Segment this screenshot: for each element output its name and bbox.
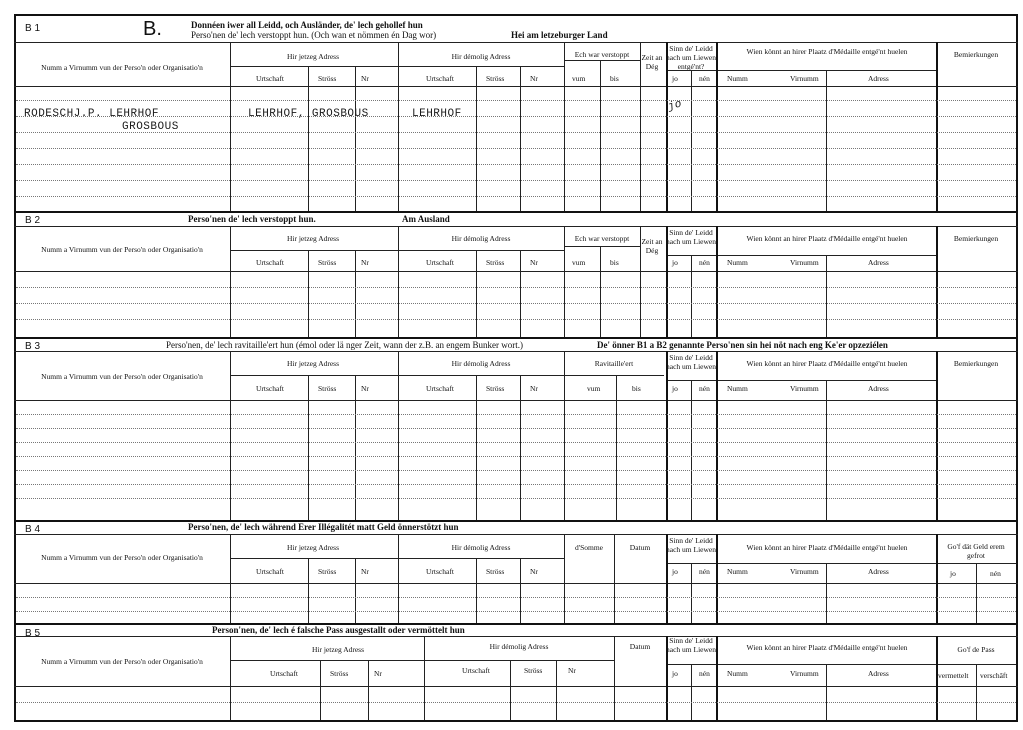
column-line (614, 636, 615, 720)
col-header-yes: jo (672, 669, 678, 678)
entry-name-line2: GROSBOUS (122, 121, 179, 133)
col-header-medal: Wien könnt an hirer Plaatz d'Médaille entgé'nt huelen (746, 359, 908, 368)
col-header-sum: d'Somme (574, 543, 604, 552)
column-line (666, 351, 668, 520)
column-line (230, 351, 231, 520)
col-header-name: Numm a Virnumm vun der Perso'n oder Organisatio'n (41, 553, 203, 562)
header-top-line (14, 42, 1018, 43)
sub-header-line (230, 558, 564, 559)
section-id: B 3 (25, 341, 41, 352)
col-header-medal-address: Adress (868, 258, 889, 267)
section-top-line (14, 623, 1018, 625)
col-header-locality: Urtschaft (426, 74, 454, 83)
column-line (691, 255, 692, 337)
col-header-medal-name: Numm (727, 74, 748, 83)
col-header-medal-address: Adress (868, 669, 889, 678)
col-header-locality: Urtschaft (256, 258, 284, 267)
sub-header-line (230, 250, 564, 251)
column-line (355, 250, 356, 337)
section-title: Perso'nen, de' lech ravitaille'ert hun (émol oder lä nger Zeit, wann der z.B. an engem Bunker wort.) (166, 340, 523, 350)
column-line (600, 60, 601, 211)
col-header-time: Zeit an Dég (641, 53, 663, 71)
column-line (308, 66, 309, 211)
column-line (556, 660, 557, 720)
col-header-medal-first: Virnumm (790, 669, 819, 678)
entry-row-line (16, 319, 1016, 320)
col-header-date: Datum (629, 642, 651, 651)
column-line (368, 660, 369, 720)
column-line (826, 70, 827, 211)
column-line (424, 636, 425, 720)
entry-row-line (16, 611, 1016, 612)
column-line (355, 558, 356, 623)
column-line (564, 534, 565, 623)
column-line (230, 636, 231, 720)
col-header-hidden: Ech war verstoppt (574, 50, 630, 59)
column-line (520, 558, 521, 623)
column-line (936, 636, 938, 720)
col-header-locality: Urtschaft (426, 384, 454, 393)
frame-left (14, 14, 16, 720)
entry-row-line (16, 132, 1016, 133)
entry-former-address: LEHRHOF (412, 108, 462, 120)
col-header-remarks: Bemierkungen (953, 234, 999, 243)
col-header-name: Numm a Virnumm vun der Perso'n oder Organisatio'n (41, 657, 203, 666)
col-header-locality: Urtschaft (426, 258, 454, 267)
col-header-street: Ströss (486, 384, 505, 393)
entry-row-line (16, 148, 1016, 149)
col-header-current-address: Hir jetzeg Adress (286, 234, 340, 243)
column-line (936, 534, 938, 623)
column-line (691, 563, 692, 623)
col-header-medal-first: Virnumm (790, 74, 819, 83)
header-bottom-line (14, 400, 1018, 401)
entry-row-line (16, 164, 1016, 165)
section-title-extra: Am Ausland (402, 214, 450, 224)
col-header-number: Nr (361, 258, 369, 267)
col-header-danger: Sinn de' Leidd nach um Liewen (666, 636, 716, 654)
col-header-former-address: Hir démolig Adress (489, 642, 549, 651)
col-header-no2: nén (990, 569, 1001, 578)
column-line (640, 42, 641, 211)
col-header-former-address: Hir démolig Adress (451, 359, 511, 368)
col-header-danger: Sinn de' Leidd nach um Liewen (666, 536, 716, 554)
column-line (716, 534, 718, 623)
col-header-medal-address: Adress (868, 567, 889, 576)
col-header-street: Ströss (486, 567, 505, 576)
col-header-street: Ströss (524, 666, 543, 675)
col-header-pass: Go'f de Pass (957, 645, 995, 654)
section-title: Perso'nen, de' lech während Erer Illégalitét matt Geld önnerstötzt hun (188, 522, 459, 532)
entry-row-line (16, 116, 1016, 117)
header-bottom-line (14, 583, 1018, 584)
column-line (936, 351, 938, 520)
column-line (666, 42, 668, 211)
col-header-locality: Urtschaft (256, 384, 284, 393)
col-header-date: Datum (629, 543, 651, 552)
frame-bottom (14, 720, 1018, 722)
col-header-current-address: Hir jetzeg Adress (286, 52, 340, 61)
column-line (716, 42, 718, 211)
column-line (976, 563, 977, 623)
col-header-name: Numm a Virnumm vun der Perso'n oder Organisatio'n (41, 245, 203, 254)
col-header-number: Nr (568, 666, 576, 675)
entry-name: RODESCHJ.P. LEHRHOF (24, 108, 159, 120)
header-top-line (14, 351, 1018, 352)
header-bottom-line (14, 86, 1018, 87)
entry-row-line (16, 442, 1016, 443)
col-header-medal-address: Adress (868, 74, 889, 83)
column-line (476, 250, 477, 337)
column-line (230, 42, 231, 211)
section-top-line (14, 211, 1018, 213)
section-id: B 2 (25, 215, 41, 226)
column-line (510, 660, 511, 720)
col-header-no: nén (699, 258, 710, 267)
column-line (230, 226, 231, 337)
col-header-money-back: Go'f dät Geld erem gefrot (947, 542, 1005, 560)
col-header-medal: Wien könnt an hirer Plaatz d'Médaille entgé'nt huelen (746, 643, 908, 652)
form-letter: B. (143, 18, 162, 40)
col-header-medal-first: Virnumm (790, 567, 819, 576)
column-line (398, 351, 399, 520)
column-line (564, 226, 565, 337)
column-line (398, 534, 399, 623)
column-line (476, 66, 477, 211)
entry-row-line (16, 428, 1016, 429)
section-id: B 5 (25, 628, 41, 639)
col-header-until: bis (610, 74, 619, 83)
col-header-until: bis (610, 258, 619, 267)
column-line (564, 351, 565, 520)
entry-row-line (16, 180, 1016, 181)
column-line (600, 246, 601, 337)
entry-row-line (16, 470, 1016, 471)
col-header-medal-name: Numm (727, 567, 748, 576)
col-header-pass-issued: vermettelt (938, 671, 969, 680)
column-line (976, 664, 977, 720)
sub-header-line (230, 375, 664, 376)
entry-row-line (16, 702, 1016, 703)
col-header-supplied: Ravitaille'ert (594, 359, 634, 368)
col-header-number: Nr (530, 74, 538, 83)
col-header-remarks: Bemierkungen (953, 359, 999, 368)
column-line (691, 380, 692, 520)
col-header-until: bis (632, 384, 641, 393)
column-line (716, 351, 718, 520)
header-bottom-line (14, 686, 1018, 687)
column-line (666, 226, 668, 337)
column-line (308, 250, 309, 337)
sub-header-line (564, 60, 640, 61)
column-line (691, 70, 692, 211)
section-title-line2: Perso'nen de' lech verstoppt hun. (Och wan et nömmen én Dag wor) (191, 30, 437, 40)
col-header-hidden: Ech war verstoppt (574, 234, 630, 243)
col-header-yes: jo (672, 258, 678, 267)
col-header-name: Numm a Virnumm vun der Perso'n oder Organisatio'n (41, 372, 203, 381)
col-header-from: vum (587, 384, 601, 393)
entry-row-line (16, 597, 1016, 598)
col-header-locality: Urtschaft (462, 666, 490, 675)
section-top-line (14, 14, 1018, 16)
column-line (520, 66, 521, 211)
frame-right (1016, 14, 1018, 720)
section-title: Perso'nen de' lech verstoppt hun. (188, 214, 316, 224)
header-bottom-line (14, 271, 1018, 272)
col-header-medal: Wien könnt an hirer Plaatz d'Médaille entgé'nt huelen (746, 234, 908, 243)
col-header-number: Nr (530, 384, 538, 393)
section-title-extra: De' önner B1 a B2 genannte Perso'nen sin hei nöt nach eng Ke'er opzeziélen (597, 340, 888, 350)
column-line (564, 42, 565, 211)
col-header-yes2: jo (950, 569, 956, 578)
column-line (936, 42, 938, 211)
col-header-medal-name: Numm (727, 258, 748, 267)
section-title: Donnéen iwer all Leidd, och Ausländer, de' lech gehollef hun (191, 20, 423, 30)
col-header-medal-name: Numm (727, 384, 748, 393)
col-header-street: Ströss (318, 258, 337, 267)
col-header-street: Ströss (486, 74, 505, 83)
header-top-line (14, 636, 1018, 637)
col-header-from: vum (572, 74, 586, 83)
entry-yes-mark: jo (666, 98, 684, 114)
col-header-locality: Urtschaft (256, 567, 284, 576)
col-header-number: Nr (530, 567, 538, 576)
column-line (230, 534, 231, 623)
entry-row-line (16, 287, 1016, 288)
col-header-medal-first: Virnumm (790, 258, 819, 267)
col-header-yes: jo (672, 74, 678, 83)
col-header-current-address: Hir jetzeg Adress (311, 645, 365, 654)
col-header-no: nén (699, 567, 710, 576)
col-header-name: Numm a Virnumm vun der Perso'n oder Organisatio'n (41, 63, 203, 72)
col-header-danger: Sinn de' Leidd nach um Liewen (666, 353, 716, 371)
col-header-number: Nr (361, 74, 369, 83)
column-line (666, 534, 668, 623)
entry-row-line (16, 414, 1016, 415)
col-header-medal-first: Virnumm (790, 384, 819, 393)
section-id: B 1 (25, 23, 41, 34)
col-header-medal-name: Numm (727, 669, 748, 678)
col-header-medal: Wien könnt an hirer Plaatz d'Médaille entgé'nt huelen (746, 47, 908, 56)
section-id: B 4 (25, 524, 41, 535)
column-line (476, 558, 477, 623)
col-header-street: Ströss (330, 669, 349, 678)
column-line (520, 250, 521, 337)
section-title-extra: Hei am letzeburger Land (511, 30, 608, 40)
col-header-medal: Wien könnt an hirer Plaatz d'Médaille entgé'nt huelen (746, 543, 908, 552)
header-top-line (14, 534, 1018, 535)
column-line (640, 226, 641, 337)
col-header-street: Ströss (318, 567, 337, 576)
column-line (936, 226, 938, 337)
section-title: Person'nen, de' lech é falsche Pass ausgestallt oder vermöttelt hun (212, 625, 465, 635)
col-header-danger: Sinn de' Leidd nach um Liewen (666, 228, 716, 246)
entry-row-line (16, 498, 1016, 499)
col-header-pass-made: verschâft (980, 671, 1008, 680)
column-line (614, 534, 615, 623)
col-header-medal-address: Adress (868, 384, 889, 393)
col-header-from: vum (572, 258, 586, 267)
col-header-time: Zeit an Dég (641, 237, 663, 255)
col-header-number: Nr (361, 567, 369, 576)
header-top-line (14, 226, 1018, 227)
entry-row-line (16, 484, 1016, 485)
entry-current-address: LEHRHOF, GROSBOUS (248, 108, 369, 120)
col-header-locality: Urtschaft (270, 669, 298, 678)
entry-row-line (16, 196, 1016, 197)
col-header-number: Nr (530, 258, 538, 267)
col-header-number: Nr (361, 384, 369, 393)
col-header-street: Ströss (486, 258, 505, 267)
col-header-danger: Sinn de' Leidd nach um Liewen entgé'nt? (666, 44, 716, 71)
column-line (398, 226, 399, 337)
column-line (666, 636, 668, 720)
column-line (826, 255, 827, 337)
col-header-remarks: Bemierkungen (953, 50, 999, 59)
col-header-former-address: Hir démolig Adress (451, 234, 511, 243)
sub-header-line (564, 246, 640, 247)
col-header-street: Ströss (318, 74, 337, 83)
section-top-line (14, 337, 1018, 339)
col-header-locality: Urtschaft (256, 74, 284, 83)
col-header-former-address: Hir démolig Adress (451, 52, 511, 61)
column-line (691, 664, 692, 720)
col-header-no: nén (699, 384, 710, 393)
column-line (320, 660, 321, 720)
column-line (716, 226, 718, 337)
column-line (308, 558, 309, 623)
column-line (826, 563, 827, 623)
col-header-no: nén (699, 669, 710, 678)
column-line (716, 636, 718, 720)
col-header-former-address: Hir démolig Adress (451, 543, 511, 552)
entry-row-line (16, 303, 1016, 304)
col-header-current-address: Hir jetzeg Adress (286, 359, 340, 368)
col-header-street: Ströss (318, 384, 337, 393)
col-header-current-address: Hir jetzeg Adress (286, 543, 340, 552)
column-line (826, 380, 827, 520)
col-header-locality: Urtschaft (426, 567, 454, 576)
column-line (826, 664, 827, 720)
column-line (398, 42, 399, 211)
col-header-no: nén (699, 74, 710, 83)
entry-row-line (16, 100, 1016, 101)
col-header-number: Nr (374, 669, 382, 678)
column-line (355, 66, 356, 211)
section-top-line (14, 520, 1018, 522)
sub-header-line (230, 66, 564, 67)
entry-row-line (16, 456, 1016, 457)
col-header-yes: jo (672, 384, 678, 393)
col-header-yes: jo (672, 567, 678, 576)
